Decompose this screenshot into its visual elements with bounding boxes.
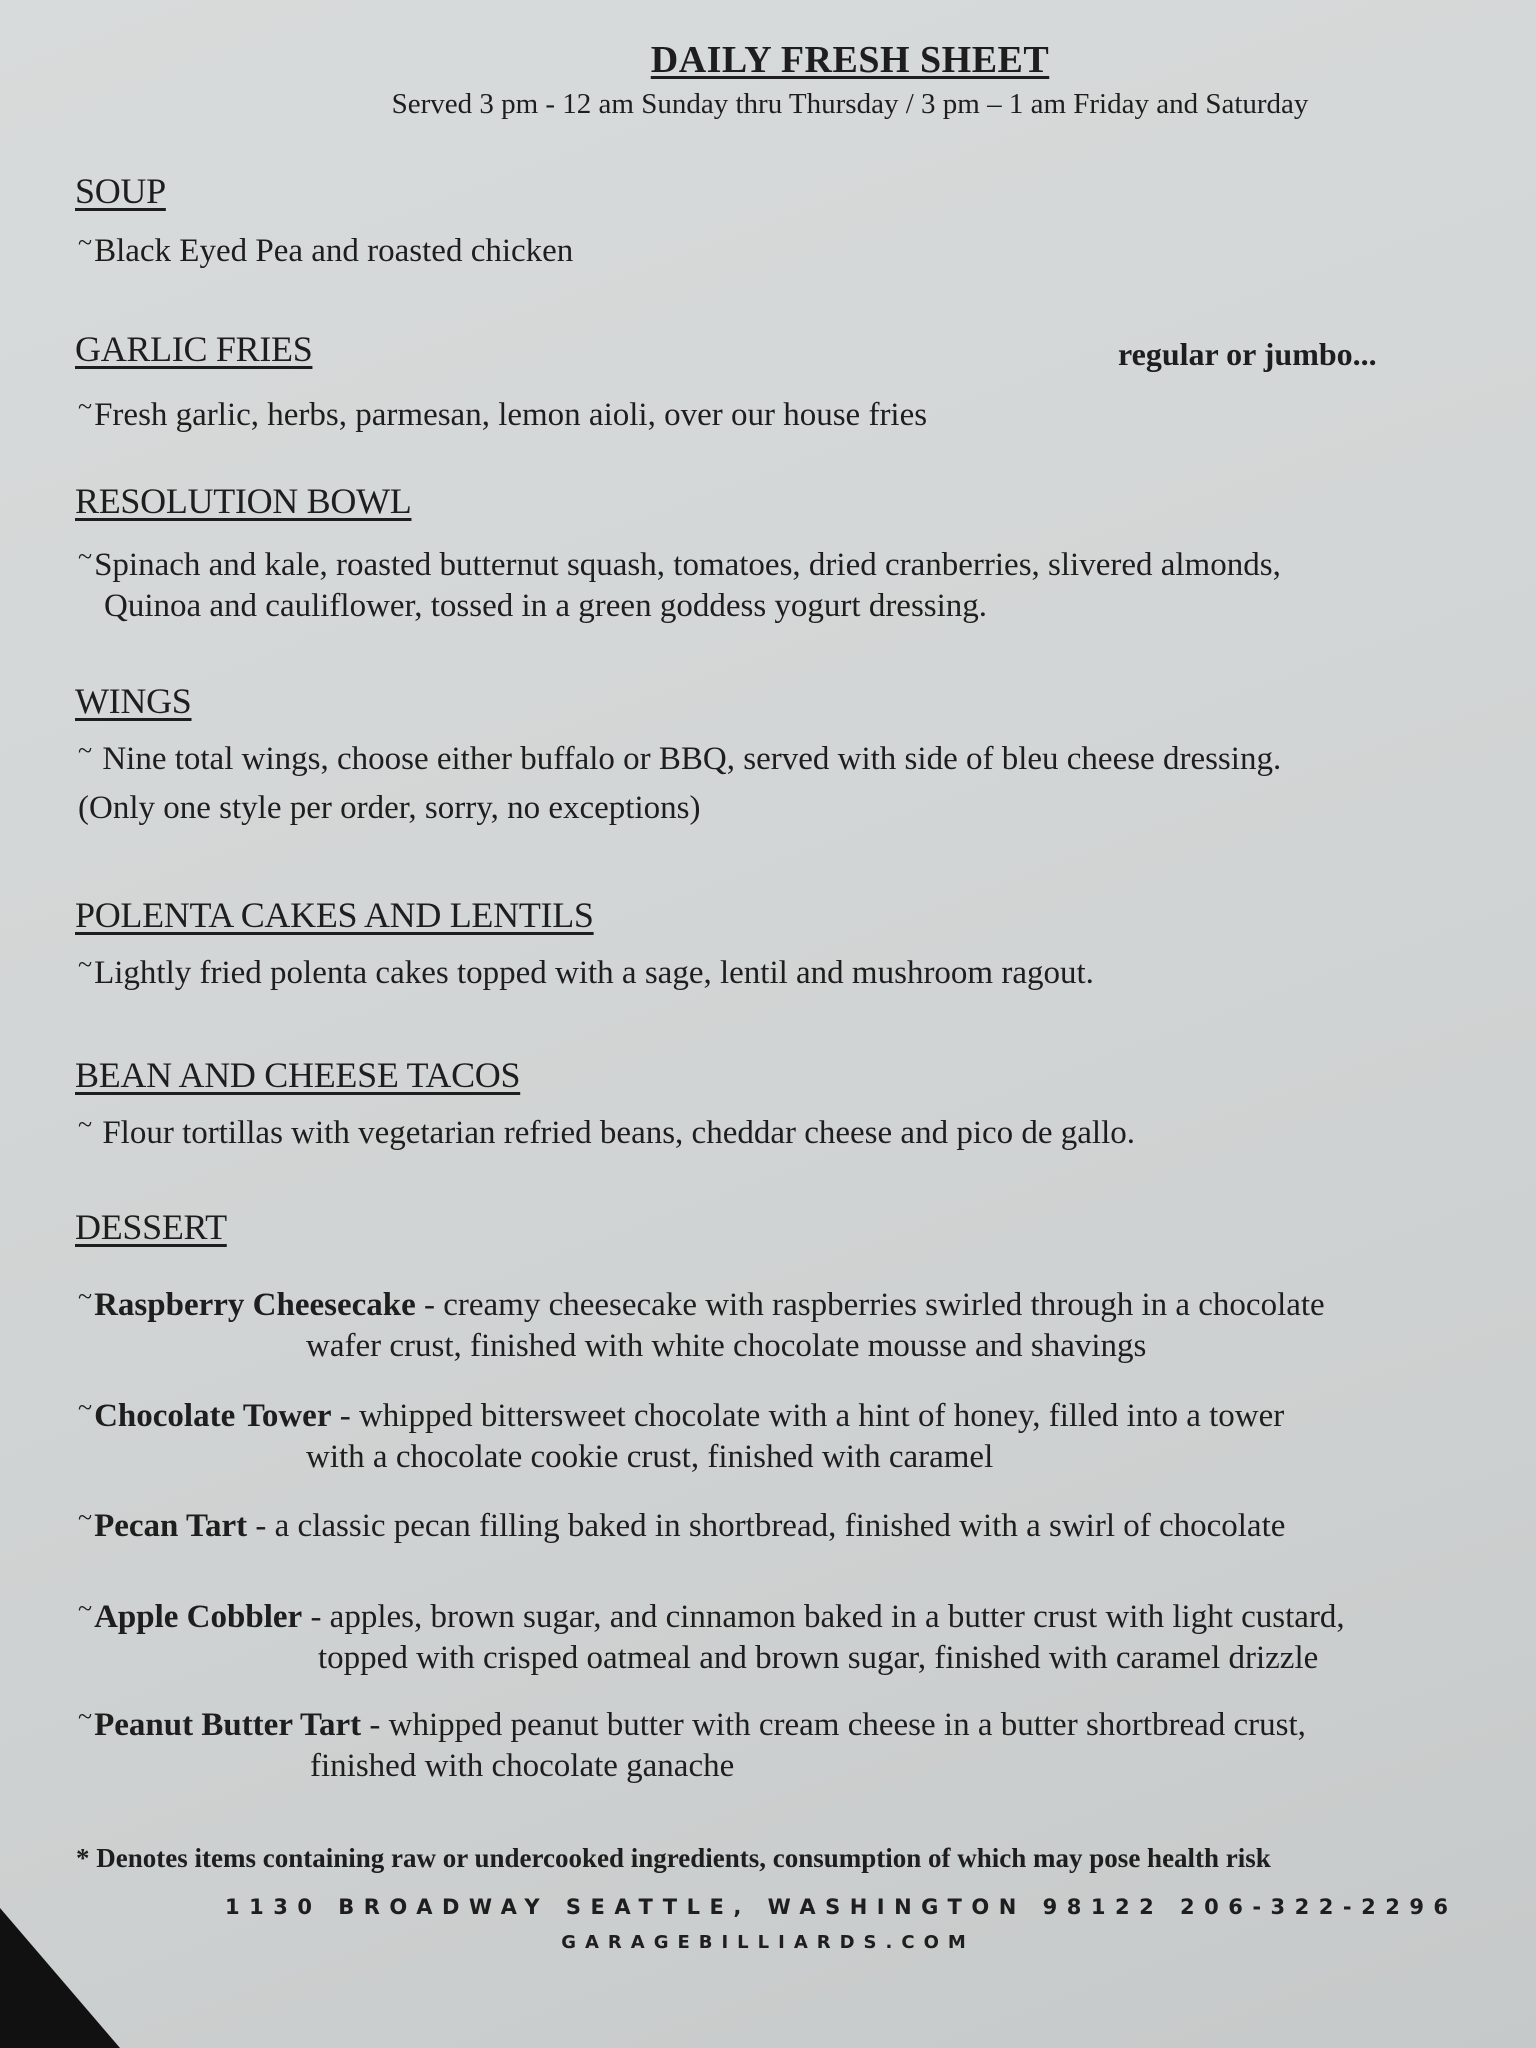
- resolution-bowl-text-2: Quinoa and cauliflower, tossed in a green goddess yogurt dressing.: [104, 588, 988, 624]
- tacos-text: Flour tortillas with vegetarian refried beans, cheddar cheese and pico de gallo.: [94, 1115, 1136, 1151]
- raw-food-footnote: * Denotes items containing raw or undercooked ingredients, consumption of which may pose health risk: [76, 1843, 1271, 1873]
- garlic-fries-size-note: regular or jumbo...: [1118, 336, 1377, 372]
- dessert-item-description: - creamy cheesecake with raspberries swirled through in a chocolate: [415, 1287, 1325, 1323]
- page-corner-shadow: [0, 1908, 120, 2048]
- tilde-mark: ~: [78, 228, 93, 257]
- polenta-text: Lightly fried polenta cakes topped with a sage, lentil and mushroom ragout.: [94, 955, 1094, 991]
- tilde-mark: ~: [78, 1110, 93, 1139]
- dessert-item-description-cont: topped with crisped oatmeal and brown sugar, finished with caramel drizzle: [318, 1640, 1319, 1676]
- tilde-mark: ~: [78, 1282, 93, 1311]
- wings-text-2: (Only one style per order, sorry, no exceptions): [78, 790, 701, 826]
- dessert-item-description: - whipped bittersweet chocolate with a hint of honey, filled into a tower: [331, 1398, 1285, 1434]
- soup-text: Black Eyed Pea and roasted chicken: [94, 233, 574, 269]
- wings-heading: WINGS: [75, 681, 192, 721]
- tilde-mark: ~: [78, 1702, 93, 1731]
- wings-text-1: Nine total wings, choose either buffalo or BBQ, served with side of bleu cheese dressing.: [94, 741, 1282, 777]
- dessert-item-description: - whipped peanut butter with cream cheese in a butter shortbread crust,: [361, 1707, 1306, 1743]
- dessert-item-name: Raspberry Cheesecake: [94, 1287, 416, 1323]
- dessert-item: [78, 1702, 1306, 1744]
- garlic-fries-text: Fresh garlic, herbs, parmesan, lemon aioli, over our house fries: [94, 397, 928, 433]
- tilde-mark: ~: [78, 392, 93, 421]
- restaurant-website: GARAGEBILLIARDS.COM: [561, 1932, 975, 1953]
- tacos-heading: BEAN AND CHEESE TACOS: [75, 1055, 521, 1095]
- dessert-item-name: Apple Cobbler: [94, 1599, 303, 1635]
- soup-heading: SOUP: [75, 171, 166, 211]
- dessert-item-name: Peanut Butter Tart: [94, 1707, 362, 1743]
- tilde-mark: ~: [78, 1503, 93, 1532]
- tacos-description: [78, 1110, 1135, 1152]
- dessert-item-description-cont: wafer crust, finished with white chocolate mousse and shavings: [306, 1328, 1147, 1364]
- dessert-heading: DESSERT: [75, 1207, 227, 1247]
- tilde-mark: ~: [78, 542, 93, 571]
- dessert-item: [78, 1282, 1325, 1324]
- soup-description: [78, 228, 573, 270]
- dessert-item: [78, 1594, 1345, 1636]
- dessert-item-name: Chocolate Tower: [94, 1398, 332, 1434]
- polenta-heading: POLENTA CAKES AND LENTILS: [75, 895, 594, 935]
- serving-hours: Served 3 pm - 12 am Sunday thru Thursday / 3 pm – 1 am Friday and Saturday: [391, 88, 1309, 120]
- wings-description: [78, 736, 1281, 778]
- resolution-bowl-heading: RESOLUTION BOWL: [75, 481, 412, 521]
- tilde-mark: ~: [78, 736, 93, 765]
- garlic-fries-heading: GARLIC FRIES: [75, 329, 313, 369]
- dessert-item-name: Pecan Tart: [94, 1508, 248, 1544]
- tilde-mark: ~: [78, 950, 93, 979]
- polenta-description: [78, 950, 1094, 992]
- resolution-bowl-description: [78, 542, 1281, 584]
- dessert-item: [78, 1393, 1284, 1435]
- tilde-mark: ~: [78, 1594, 93, 1623]
- tilde-mark: ~: [78, 1393, 93, 1422]
- dessert-item-description-cont: with a chocolate cookie crust, finished with caramel: [306, 1439, 994, 1475]
- garlic-fries-description: [78, 392, 927, 434]
- dessert-item: [78, 1503, 1285, 1545]
- dessert-item-description: - a classic pecan filling baked in shortbread, finished with a swirl of chocolate: [247, 1508, 1286, 1544]
- dessert-item-description-cont: finished with chocolate ganache: [310, 1748, 735, 1784]
- dessert-item-description: - apples, brown sugar, and cinnamon baked in a butter crust with light custard,: [302, 1599, 1345, 1635]
- menu-title: DAILY FRESH SHEET: [650, 39, 1050, 81]
- restaurant-address: 1130 BROADWAY SEATTLE, WASHINGTON 98122 206-322-2296: [225, 1895, 1458, 1919]
- resolution-bowl-text-1: Spinach and kale, roasted butternut squash, tomatoes, dried cranberries, slivered almonds,: [94, 547, 1281, 583]
